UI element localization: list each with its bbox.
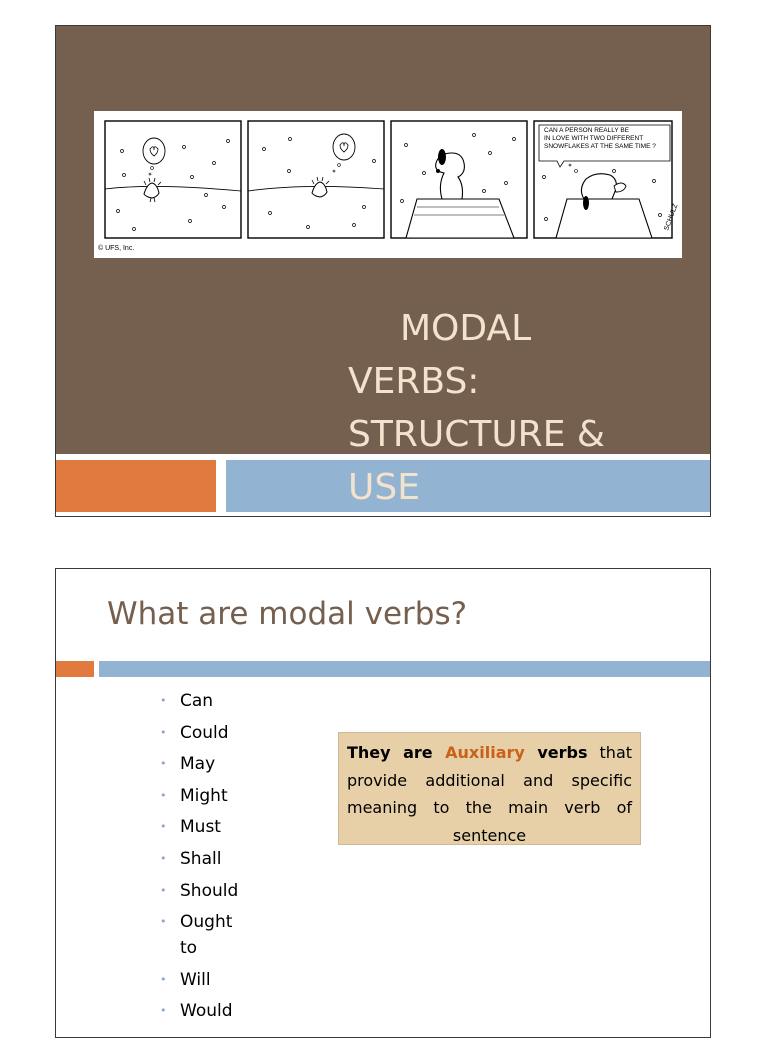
bullet-icon: • [160,851,167,865]
list-item [160,814,250,840]
list-item [160,967,250,993]
bullet-icon: • [160,1004,167,1018]
accent-bar-orange [56,661,94,677]
list-item [160,751,250,777]
peanuts-comic-strip [94,111,682,258]
accent-bar-orange [56,460,216,512]
comic-copyright: © UFS, Inc. [98,245,135,252]
modal-verb-list [160,688,250,1030]
speech-line: SNOWFLAKES AT THE SAME TIME ? [544,143,656,150]
list-item [160,688,250,714]
list-item-label: Can [180,691,214,711]
title-line: USE [348,467,420,508]
bullet-icon: • [160,757,167,771]
list-item-label: Might [180,785,228,806]
comic-speech-bubble [544,127,668,151]
definition-text-rest: that provide additional and specific meaning to the main verb of sentence [347,743,633,845]
title-line: STRUCTURE & [348,414,605,455]
list-item [160,878,250,904]
title-line: VERBS: [348,361,480,402]
list-item-label: Could [180,722,229,743]
list-item [160,720,250,746]
list-item-label: Must [180,817,221,838]
definition-text-start: They are [347,743,446,762]
list-item-label: Ought to [180,912,233,959]
bullet-icon: • [160,788,167,802]
title-line: MODAL [400,308,532,349]
bullet-icon: • [160,972,167,986]
list-item [160,846,250,872]
slide-title [348,302,648,514]
list-item [160,998,250,1024]
list-item-label: Would [180,1001,233,1022]
bullet-icon: • [160,883,167,897]
definition-text-verbs: verbs [524,743,588,762]
bullet-icon: • [160,725,167,739]
speech-line: CAN A PERSON REALLY BE [544,127,630,134]
page-title: What are modal verbs? [107,596,468,632]
accent-bar-blue [99,661,711,677]
list-item-label: May [180,754,216,775]
definition-highlight: Auxiliary [445,743,525,762]
content-slide [55,568,711,1038]
bullet-icon: • [160,820,167,834]
list-item-label: Should [180,880,239,901]
definition-box [338,732,641,845]
list-item-label: Shall [180,848,222,869]
list-item [160,909,250,961]
list-item-label: Will [180,969,211,990]
speech-line: IN LOVE WITH TWO DIFFERENT [544,135,644,142]
title-slide [55,25,711,517]
list-item [160,783,250,809]
comic-signature: SCHULZ [663,202,680,232]
bullet-icon: • [160,694,167,707]
bullet-icon: • [160,915,167,929]
